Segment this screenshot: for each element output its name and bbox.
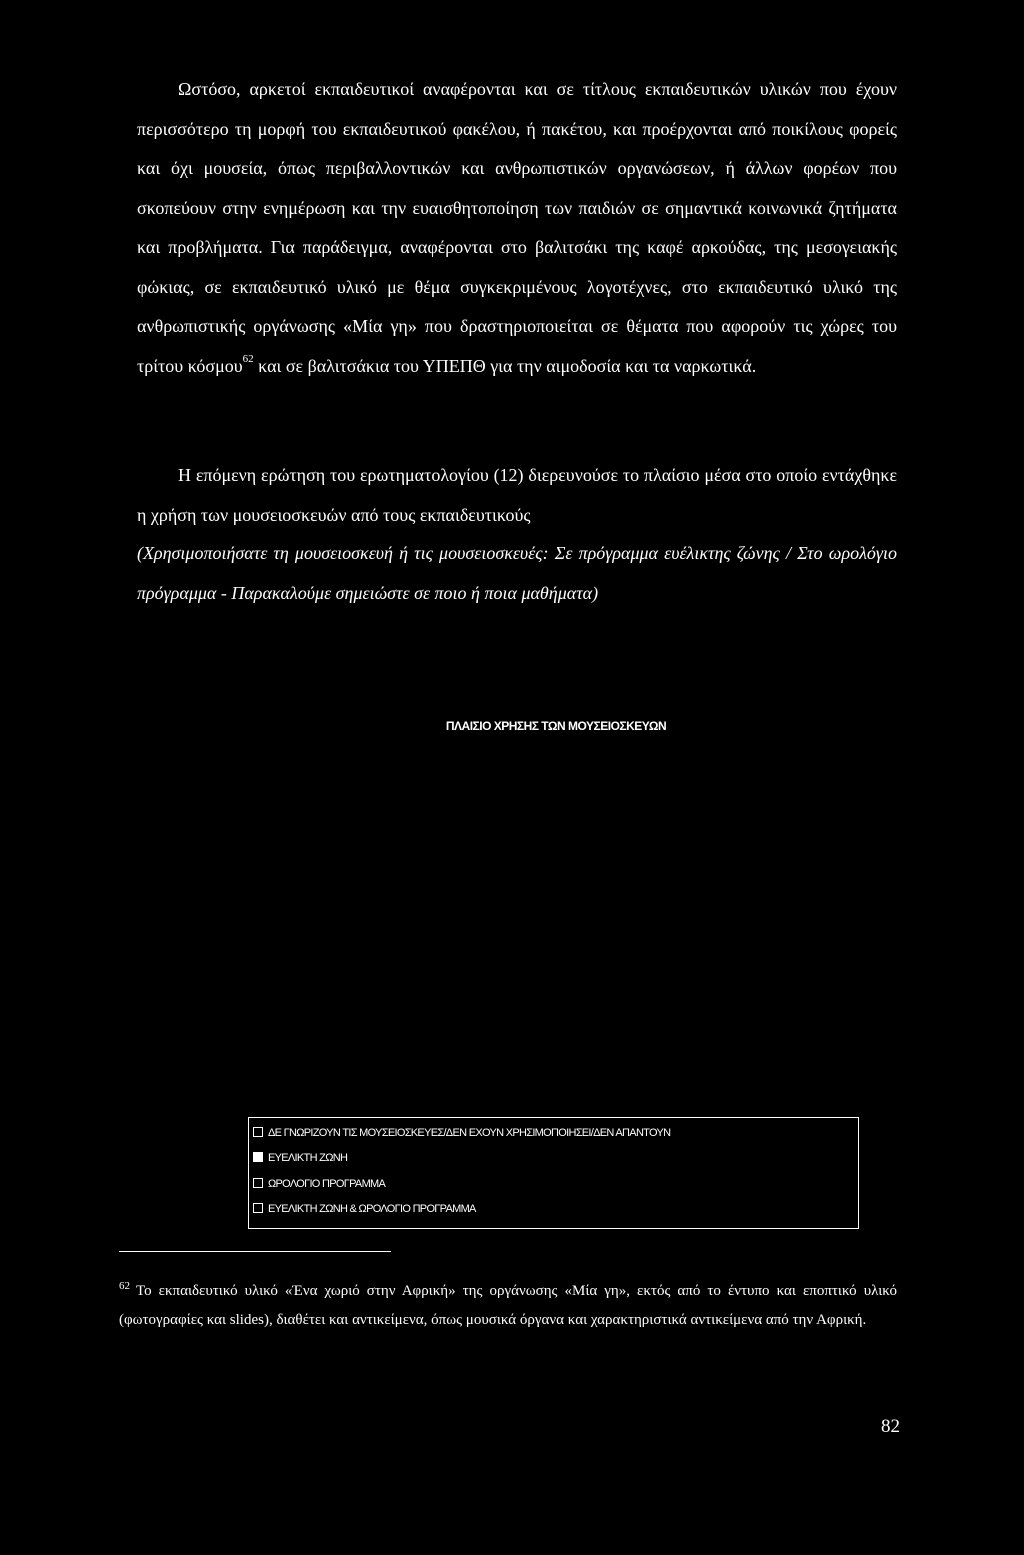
legend-label: ΕΥΕΛΙΚΤΗ ΖΩΝΗ & ΩΡΟΛΟΓΙΟ ΠΡΟΓΡΑΜΜΑ — [268, 1203, 476, 1215]
footnote-reference: 62 — [242, 352, 254, 365]
questionnaire-question: (Χρησιμοποιήσατε τη μουσειοσκευή ή τις μουσειοσκευές: Σε πρόγραμμα ευέλικτης ζώνης / Στο ωρολόγιο πρόγραμμα - Παρακαλούμε σημειώστε σε ποιο ή ποια μαθήματα) — [137, 543, 897, 603]
footnote-separator — [119, 1251, 391, 1252]
legend-label: ΕΥΕΛΙΚΤΗ ΖΩΝΗ — [268, 1152, 348, 1164]
footnote-text: Το εκπαιδευτικό υλικό «Ένα χωριό στην Αφρική» της οργάνωσης «Μία γη», εκτός από το έντυπο και εποπτικό υλικό (φωτογραφίες και slides), διαθέτει και αντικείμενα, όπως μουσικά όργανα και χαρακτηριστικά αντικείμενα από την Αφρική. — [119, 1283, 897, 1328]
footnote-mark: 62 — [119, 1280, 130, 1292]
legend-swatch — [253, 1152, 263, 1162]
legend-item — [253, 1149, 347, 1167]
legend-swatch — [253, 1203, 263, 1213]
body-paragraph-2: Η επόμενη ερώτηση του ερωτηματολογίου (12) διερευνούσε το πλαίσιο μέσα στο οποίο εντάχθηκε η χρήση των μουσειοσκευών από τους εκπαιδευτικούς — [137, 465, 897, 525]
paragraph-1-tail: και σε βαλιτσάκια του ΥΠΕΠΘ για την αιμοδοσία και τα ναρκωτικά. — [253, 355, 757, 376]
page-number: 82 — [881, 1416, 900, 1437]
footnote — [119, 1272, 897, 1335]
body-paragraph-1 — [137, 70, 897, 386]
legend-item — [253, 1200, 476, 1218]
chart-legend — [248, 1117, 859, 1229]
legend-item — [253, 1124, 670, 1142]
legend-label: ΩΡΟΛΟΓΙΟ ΠΡΟΓΡΑΜΜΑ — [268, 1178, 386, 1190]
legend-label: ΔΕ ΓΝΩΡΙΖΟΥΝ ΤΙΣ ΜΟΥΣΕΙΟΣΚΕΥΕΣ/ΔΕΝ ΕΧΟΥΝ ΧΡΗΣΙΜΟΠΟΙΗΣΕΙ/ΔΕΝ ΑΠΑΝΤΟΥΝ — [268, 1127, 671, 1139]
legend-swatch — [253, 1178, 263, 1188]
paragraph-1-text: Ωστόσο, αρκετοί εκπαιδευτικοί αναφέρονται και σε τίτλους εκπαιδευτικών υλικών που έχουν περισσότερο τη μορφή του εκπαιδευτικού φακέλου, ή πακέτου, και προέρχονται από ποικίλους φορείς και όχι μουσεία, όπως περιβαλλοντικών και ανθρωπιστικών οργανώσεων, ή άλλων φορέων που σκοπεύουν στην ενημέρωση και την ευαισθητοποίηση των παιδιών σε σημαντικά κοινωνικά ζητήματα και προβλήματα. Για παράδειγμα, αναφέρονται στο βαλιτσάκι της καφέ αρκούδας, της μεσογειακής φώκιας, σε εκπαιδευτικό υλικό με θέμα συγκεκριμένους λογοτέχνες, στο εκπαιδευτικό υλικό της ανθρωπιστικής οργάνωσης «Μία γη» που δραστηριοποιείται σε θέματα που αφορούν τις χώρες του τρίτου κόσμου — [137, 79, 897, 376]
legend-item — [253, 1175, 385, 1193]
chart-title: ΠΛΑΙΣΙΟ ΧΡΗΣΗΣ ΤΩΝ ΜΟΥΣΕΙΟΣΚΕΥΩΝ — [445, 719, 667, 733]
legend-swatch — [253, 1127, 263, 1137]
